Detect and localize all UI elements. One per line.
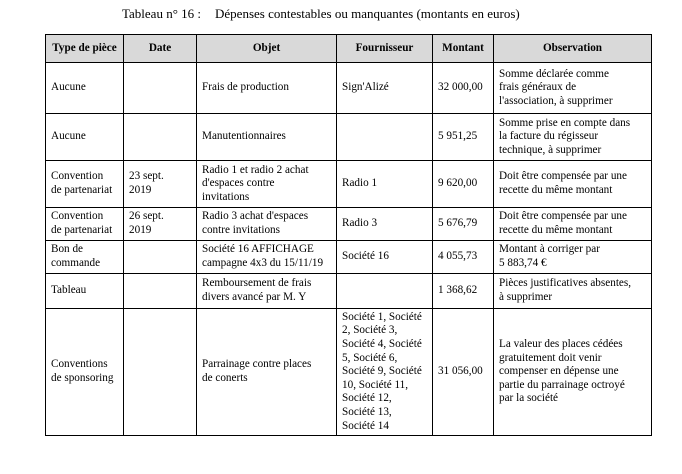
cell-fournisseur [337,63,433,114]
cell-line: Aucune [51,81,86,94]
header-montant: Montant [433,35,494,63]
table-row [46,63,652,114]
cell-line: contre invitations [202,224,280,236]
cell-line: Société 13, [342,405,392,418]
cell-observation [494,309,652,436]
cell-line: La valeur des places cédées [499,338,623,351]
cell-line: Aucune [51,130,86,143]
cell-line: Pièces justificatives absentes, [499,277,632,290]
cell-line: de partenariat [51,184,113,196]
table-row [46,309,652,436]
cell-line: Société 4, Société [342,338,422,351]
table-row [46,241,652,274]
cell-fournisseur [337,161,433,208]
header-date: Date [124,35,197,63]
cell-line: Société 9, Société [342,365,422,378]
cell-type [46,274,124,309]
cell-montant: 9 620,00 [433,161,494,208]
cell-line: Conventions [51,358,108,371]
cell-line: 2, Société 3, [342,324,398,337]
cell-line: Convention [51,210,104,223]
cell-line: Somme prise en compte dans [499,116,631,129]
cell-fournisseur [337,274,433,309]
cell-line: Bon de [51,243,84,256]
cell-line: Parrainage contre places [202,358,312,371]
cell-line: Radio 1 [342,177,378,190]
cell-type [46,208,124,241]
cell-montant: 5 676,79 [433,208,494,241]
cell-line: de partenariat [51,224,113,236]
cell-line: Sign'Alizé [342,81,389,94]
cell-objet [197,161,337,208]
cell-line: Société 12, [342,392,392,405]
cell-date [124,274,197,309]
cell-line: 26 sept. [129,210,164,223]
cell-line: Radio 3 achat d'espaces [202,210,309,223]
cell-date [124,309,197,436]
cell-montant: 5 951,25 [433,114,494,161]
cell-objet [197,208,337,241]
cell-line: Frais de production [202,81,289,94]
cell-line: à supprimer [499,291,553,303]
cell-line: Radio 1 et radio 2 achat [202,163,309,176]
header-row [46,35,652,63]
cell-observation [494,161,652,208]
caption-label: Tableau n° 16 : [122,6,202,21]
cell-line: Somme déclarée comme [499,67,609,80]
cell-line: Remboursement de frais [202,277,312,290]
cell-line: 5 883,74 € [499,257,547,269]
table-row [46,208,652,241]
cell-objet [197,114,337,161]
cell-line: l'association, à supprimer [499,94,613,107]
cell-line: campagne 4x3 du 15/11/19 [202,257,324,269]
cell-line: 2019 [129,184,152,196]
header-type: Type de pièce [46,35,124,63]
expenses-table [45,34,652,436]
cell-line: Doit être compensée par une [499,210,627,223]
cell-line: de conerts [202,372,248,384]
header-fournisseur: Fournisseur [337,35,433,63]
cell-observation [494,63,652,114]
cell-line: Société 14 [342,419,389,432]
cell-line: Montant à corriger par [499,243,600,256]
cell-type [46,63,124,114]
cell-montant: 31 056,00 [433,309,494,436]
table-caption [122,6,520,22]
cell-type [46,161,124,208]
cell-date [124,208,197,241]
cell-line: Tableau [51,284,87,297]
cell-line: invitations [202,190,250,203]
cell-line: gratuitement doit venir [499,351,602,364]
table-row [46,274,652,309]
cell-line: commande [51,257,101,269]
cell-montant: 32 000,00 [433,63,494,114]
cell-line: Doit être compensée par une [499,170,627,183]
cell-line: 10, Société 11, [342,378,409,391]
cell-line: Société 16 AFFICHAGE [202,243,314,256]
cell-type [46,241,124,274]
cell-line: frais généraux de [499,81,577,94]
cell-line: compenser en dépense une [499,365,619,378]
cell-date [124,241,197,274]
header-objet: Objet [197,35,337,63]
cell-line: Convention [51,170,104,183]
table-row [46,161,652,208]
cell-montant: 4 055,73 [433,241,494,274]
caption-title: Dépenses contestables ou manquantes (montants en euros) [215,6,520,21]
cell-observation [494,208,652,241]
header-observation: Observation [494,35,652,63]
cell-line: partie du parrainage octroyé [499,378,625,391]
cell-line: 5, Société 6, [342,351,398,364]
cell-line: technique, à supprimer [499,143,602,156]
cell-objet [197,274,337,309]
cell-type [46,309,124,436]
cell-objet [197,309,337,436]
cell-line: par la société [499,392,559,405]
cell-line: Manutentionnaires [202,130,286,143]
cell-date [124,161,197,208]
cell-fournisseur [337,309,433,436]
cell-observation [494,241,652,274]
cell-line: la facture du régisseur [499,130,599,143]
cell-line: de sponsoring [51,372,114,384]
cell-objet [197,241,337,274]
cell-line: recette du même montant [499,224,613,236]
cell-line: recette du même montant [499,184,613,196]
cell-fournisseur [337,114,433,161]
cell-line: d'espaces contre [202,177,275,190]
cell-observation [494,274,652,309]
cell-line: 2019 [129,224,152,236]
cell-objet [197,63,337,114]
cell-date [124,114,197,161]
cell-line: Radio 3 [342,217,378,230]
cell-observation [494,114,652,161]
cell-line: divers avancé par M. Y [202,291,307,303]
cell-fournisseur [337,241,433,274]
cell-line: Société 1, Société [342,310,422,323]
cell-montant: 1 368,62 [433,274,494,309]
cell-fournisseur [337,208,433,241]
cell-date [124,63,197,114]
table-row [46,114,652,161]
cell-line: Société 16 [342,250,389,263]
cell-line: 23 sept. [129,170,164,183]
cell-type [46,114,124,161]
